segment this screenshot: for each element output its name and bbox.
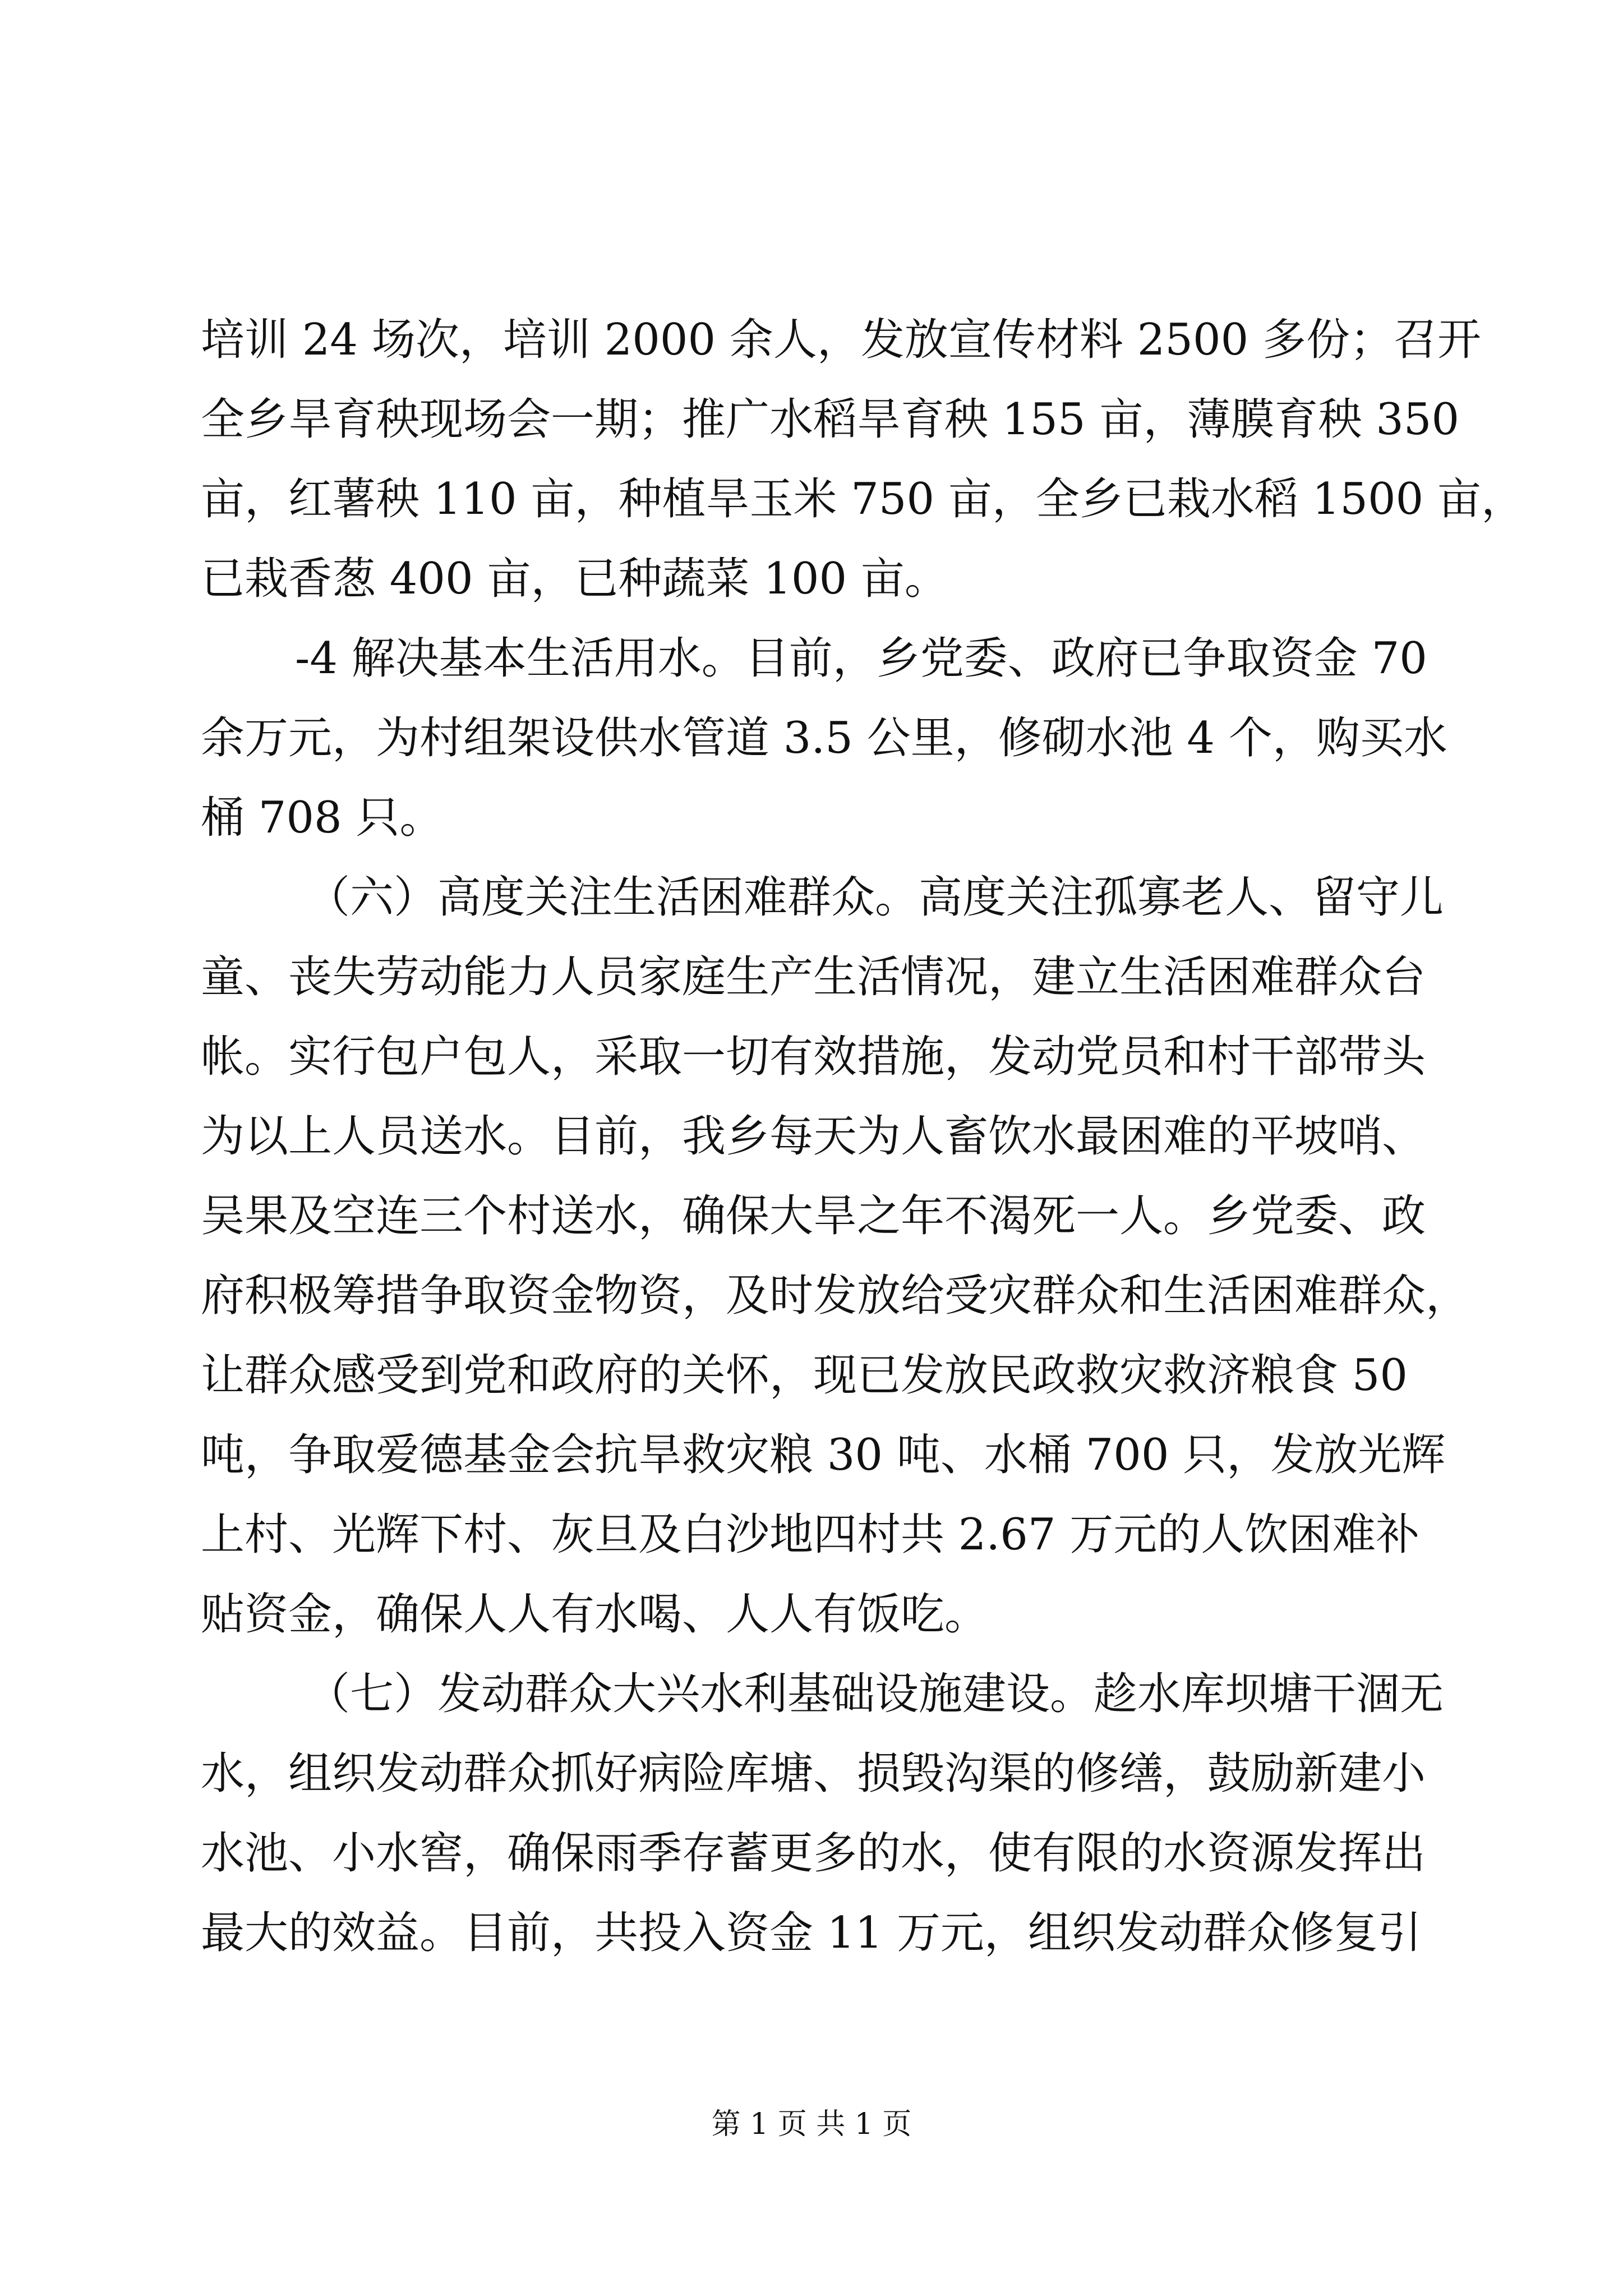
- text-line: 为以上人员送水。目前，我乡每天为人畜饮水最困难的平坡哨、: [201, 1111, 1426, 1162]
- text-line: 最大的效益。目前，共投入资金 11 万元，组织发动群众修复引: [201, 1908, 1422, 1958]
- text-line: 余万元，为村组架设供水管道 3.5 公里，修砌水池 4 个，购买水: [201, 713, 1447, 763]
- text-line: 童、丧失劳动能力人员家庭生产生活情况，建立生活困难群众台: [201, 952, 1426, 1002]
- text-line: 让群众感受到党和政府的关怀，现已发放民政救灾救济粮食 50: [201, 1350, 1408, 1401]
- text-line: 全乡旱育秧现场会一期；推广水稻旱育秧 155 亩，薄膜育秧 350: [201, 394, 1460, 445]
- paragraph-start-line: （六）高度关注生活困难群众。高度关注孤寡老人、留守儿: [306, 872, 1444, 923]
- text-line: 府积极筹措争取资金物资，及时发放给受灾群众和生活困难群众，: [201, 1271, 1470, 1321]
- document-body: [201, 300, 1525, 1973]
- text-line: 上村、光辉下村、灰旦及白沙地四村共 2.67 万元的人饮困难补: [201, 1510, 1420, 1560]
- text-line: 吴果及空连三个村送水，确保大旱之年不渴死一人。乡党委、政: [201, 1191, 1426, 1241]
- text-line: 已栽香葱 400 亩，已种蔬菜 100 亩。: [201, 554, 948, 604]
- paragraph-start-line: -4 解决基本生活用水。目前，乡党委、政府已争取资金 70: [295, 633, 1427, 684]
- text-line: 亩，红薯秧 110 亩，种植旱玉米 750 亩，全乡已栽水稻 1500 亩，: [201, 474, 1525, 524]
- page-footer: [0, 2105, 1623, 2144]
- text-line: 培训 24 场次，培训 2000 余人，发放宣传材料 2500 多份；召开: [201, 315, 1482, 365]
- text-line: 吨，争取爱德基金会抗旱救灾粮 30 吨、水桶 700 只，发放光辉: [201, 1430, 1446, 1480]
- text-line: 水池、小水窖，确保雨季存蓄更多的水，使有限的水资源发挥出: [201, 1828, 1426, 1879]
- paragraph-start-line: （七）发动群众大兴水利基础设施建设。趁水库坝塘干涸无: [306, 1669, 1444, 1719]
- page-number-label: 第 1 页 共 1 页: [711, 2108, 912, 2141]
- text-line: 贴资金，确保人人有水喝、人人有饭吃。: [201, 1589, 989, 1640]
- text-line: 桶 708 只。: [201, 793, 444, 843]
- text-line: 帐。实行包户包人，采取一切有效措施，发动党员和村干部带头: [201, 1032, 1426, 1082]
- text-line: 水，组织发动群众抓好病险库塘、损毁沟渠的修缮，鼓励新建小: [201, 1749, 1426, 1799]
